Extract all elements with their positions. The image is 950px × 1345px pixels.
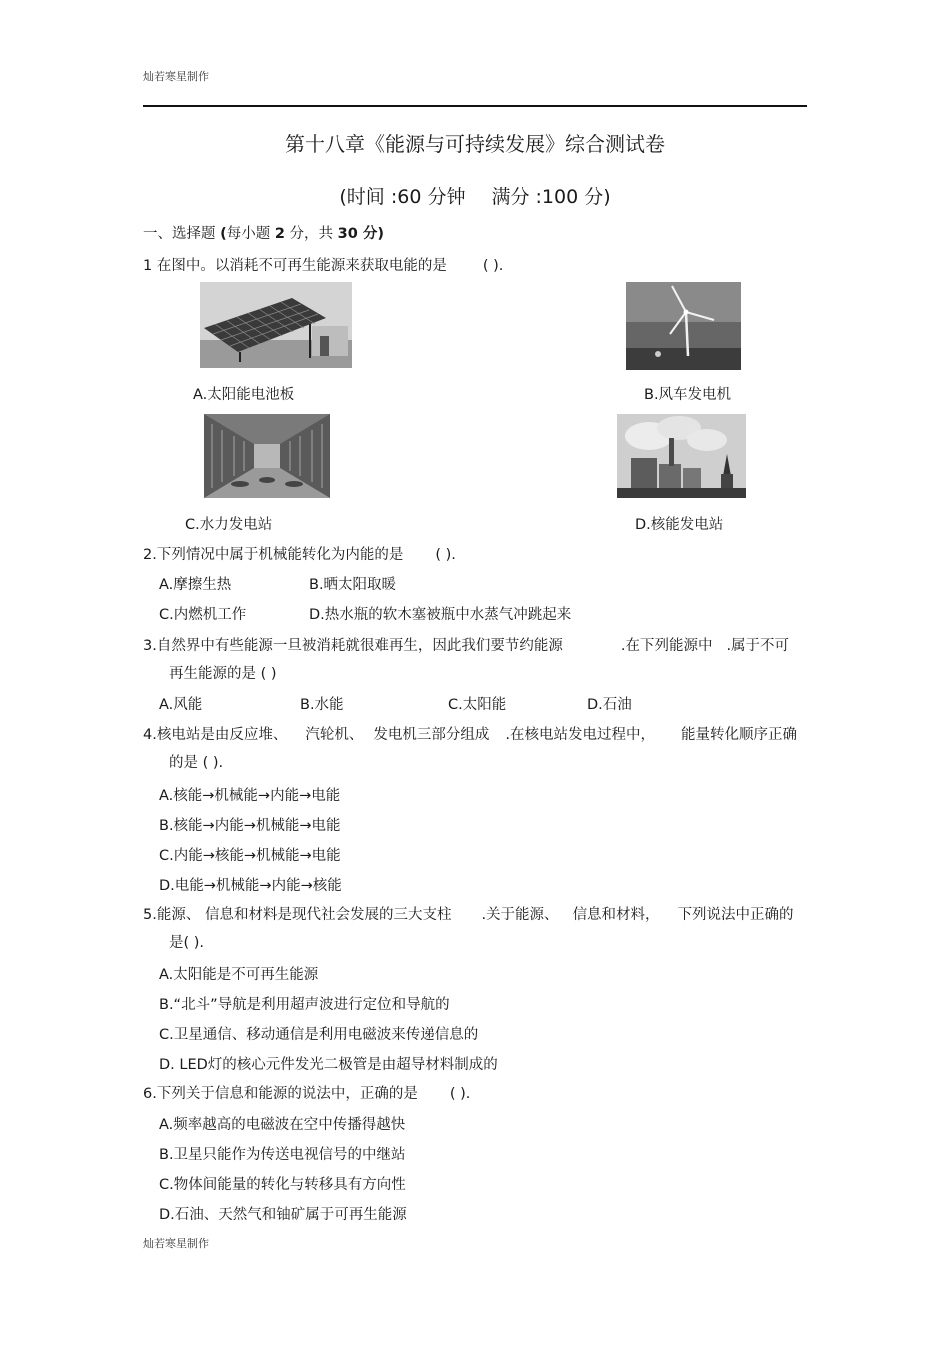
question-4-option-c: C.内能→核能→机械能→电能 — [159, 848, 341, 864]
wind-turbine-image — [626, 282, 741, 370]
question-5-stem-line-1: 5.能源、 信息和材料是现代社会发展的三大支柱 .关于能源、 信息和材料， 下列说法中正确的 — [143, 907, 794, 923]
question-5-option-d: D. LED灯的核心元件发光二极管是由超导材料制成的 — [159, 1057, 498, 1073]
question-4-option-b: B.核能→内能→机械能→电能 — [159, 818, 341, 834]
question-6-option-d: D.石油、天然气和铀矿属于可再生能源 — [159, 1207, 407, 1223]
question-2-option-a: A.摩擦生热 — [159, 577, 232, 593]
exam-score: 满分 :100 分) — [491, 186, 611, 208]
question-4-option-d: D.电能→机械能→内能→核能 — [159, 878, 342, 894]
section-heading: 一、选择题 (每小题 2 分，共 30 分) — [143, 226, 385, 242]
question-3-stem-line-2: 再生能源的是 ( ) — [169, 666, 277, 682]
producer-footer: 灿若寒星制作 — [143, 1237, 209, 1250]
question-5-option-c: C.卫星通信、移动通信是利用电磁波来传递信息的 — [159, 1027, 479, 1043]
question-3-option-a: A.风能 — [159, 697, 203, 713]
question-1-option-d: D.核能发电站 — [635, 517, 724, 533]
question-3-option-b: B.水能 — [300, 697, 344, 713]
page-title: 第十八章《能源与可持续发展》综合测试卷 — [285, 132, 665, 156]
question-2-option-c: C.内燃机工作 — [159, 607, 247, 623]
question-1-option-b: B.风车发电机 — [644, 387, 732, 403]
question-1-option-a: A.太阳能电池板 — [193, 387, 295, 403]
hydro-station-image — [204, 414, 330, 498]
exam-time-score — [0, 182, 950, 209]
question-4-stem-line-1: 4.核电站是由反应堆、 汽轮机、 发电机三部分组成 .在核电站发电过程中， 能量转化顺序正确 — [143, 727, 797, 743]
question-3-option-c: C.太阳能 — [448, 697, 507, 713]
question-2-option-d: D.热水瓶的软木塞被瓶中水蒸气冲跳起来 — [309, 607, 572, 623]
exam-time: (时间 :60 分钟 — [339, 186, 466, 208]
question-1-option-c: C.水力发电站 — [185, 517, 273, 533]
question-2-stem: 2.下列情况中属于机械能转化为内能的是 ( ). — [143, 547, 456, 563]
question-4-option-a: A.核能→机械能→内能→电能 — [159, 788, 341, 804]
question-3-option-d: D.石油 — [587, 697, 632, 713]
question-3-stem-line-1: 3.自然界中有些能源一旦被消耗就很难再生，因此我们要节约能源 .在下列能源中 .属于不可 — [143, 638, 790, 654]
solar-panel-image — [200, 282, 352, 368]
question-6-option-b: B.卫星只能作为传送电视信号的中继站 — [159, 1147, 406, 1163]
question-6-stem: 6.下列关于信息和能源的说法中，正确的是 ( ). — [143, 1086, 471, 1102]
producer-header: 灿若寒星制作 — [143, 70, 209, 83]
header-rule — [143, 105, 807, 107]
question-6-option-a: A.频率越高的电磁波在空中传播得越快 — [159, 1117, 406, 1133]
nuclear-plant-image — [617, 414, 746, 498]
question-1-stem: 1 在图中。以消耗不可再生能源来获取电能的是 ( ). — [143, 258, 504, 274]
question-5-option-a: A.太阳能是不可再生能源 — [159, 967, 319, 983]
question-5-option-b: B.“北斗”导航是利用超声波进行定位和导航的 — [159, 997, 450, 1013]
question-4-stem-line-2: 的是 ( ). — [169, 755, 224, 771]
question-5-stem-line-2: 是( ). — [169, 935, 205, 951]
question-2-option-b: B.晒太阳取暖 — [309, 577, 397, 593]
question-6-option-c: C.物体间能量的转化与转移具有方向性 — [159, 1177, 406, 1193]
